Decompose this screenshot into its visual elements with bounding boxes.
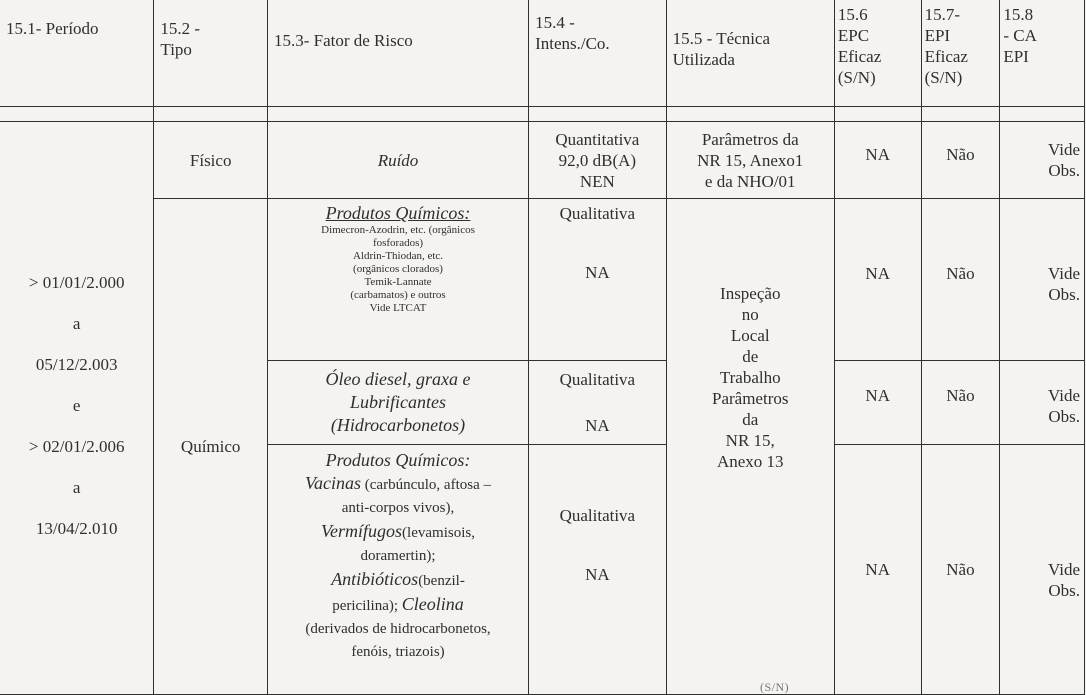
tecnica-cell	[666, 199, 834, 695]
epi-cell: Não	[921, 361, 1000, 445]
tecnica-line: NR 15,	[725, 431, 775, 450]
header-intens	[529, 0, 667, 107]
epi-cell: Não	[921, 445, 1000, 695]
header-epc-line: (S/N)	[837, 68, 876, 87]
fator-cell	[267, 445, 528, 695]
ca-line: Vide	[1047, 386, 1080, 405]
fator-item: (orgânicos clorados)	[353, 263, 443, 275]
intens-line: NA	[585, 565, 610, 584]
fator-cell	[267, 199, 528, 361]
fator-item: Aldrin-Thiodan, etc.	[352, 250, 444, 262]
header-fator-label: 15.3- Fator de Risco	[273, 31, 413, 50]
fator-item-label: Antibióticos	[331, 569, 419, 589]
epc-cell: NA	[834, 122, 921, 199]
ca-line: Obs.	[1048, 407, 1080, 426]
header-epc-line: 15.6	[837, 5, 868, 24]
ca-line: Vide	[1047, 560, 1080, 579]
tecnica-cell	[666, 122, 834, 199]
fator-item-text: (carbúnculo, aftosa –	[361, 477, 491, 493]
fator-item-text: anti-corpos vivos),	[341, 500, 455, 516]
header-tecnica	[666, 0, 834, 107]
header-tecnica-line: Utilizada	[672, 50, 735, 69]
fator-item: (carbamatos) e outros	[350, 289, 446, 301]
tecnica-line: de	[742, 347, 759, 366]
ca-cell	[1000, 445, 1085, 695]
header-tipo	[154, 0, 268, 107]
header-tecnica-line: 15.5 - Técnica	[672, 29, 771, 48]
fator-item-text: fenóis, triazois)	[351, 644, 445, 660]
ca-line: Obs.	[1048, 581, 1080, 600]
intens-line: Quantitativa	[555, 129, 640, 149]
tipo-cell: Químico	[154, 199, 268, 695]
tecnica-line: no	[741, 305, 759, 324]
header-periodo	[0, 0, 154, 107]
intens-line: NA	[585, 416, 610, 435]
header-intens-line: Intens./Co.	[535, 34, 610, 53]
header-fator	[267, 0, 528, 107]
periodo-line: 05/12/2.003	[35, 354, 118, 374]
header-row	[0, 0, 1085, 107]
fator-item-label: Vermífugos	[321, 521, 403, 541]
fator-item-text: (levamisois,	[402, 525, 475, 541]
intens-line: Qualitativa	[559, 370, 636, 389]
tecnica-line: Inspeção	[720, 284, 781, 303]
header-ca	[1000, 0, 1085, 107]
ca-cell	[1000, 199, 1085, 361]
intens-cell	[529, 199, 667, 361]
intens-cell	[529, 122, 667, 199]
fator-item-text: pericilina);	[332, 598, 402, 614]
fator-item: Temik-Lannate	[364, 276, 432, 288]
ca-line: Obs.	[1048, 285, 1080, 304]
ca-line: Vide	[1047, 264, 1080, 283]
intens-line: Qualitativa	[559, 506, 636, 525]
ca-cell	[1000, 361, 1085, 445]
tecnica-line: NR 15, Anexo1	[697, 150, 804, 170]
periodo-line: 13/04/2.010	[35, 518, 118, 538]
epc-cell: NA	[834, 361, 921, 445]
header-epi-line: (S/N)	[924, 68, 963, 87]
header-epi	[921, 0, 1000, 107]
ca-line: Vide	[1047, 140, 1080, 159]
fator-item-text: (benzil-	[418, 573, 465, 589]
spacer-row	[0, 107, 1085, 122]
periodo-line: a	[72, 477, 81, 497]
fator-item: Vide LTCAT	[369, 302, 427, 314]
header-ca-line: EPI	[1003, 47, 1029, 66]
periodo-cell	[0, 122, 154, 695]
tecnica-line: Parâmetros da	[701, 129, 799, 149]
periodo-line: > 02/01/2.006	[28, 436, 125, 456]
epc-cell: NA	[834, 199, 921, 361]
tecnica-line: e da NHO/01	[704, 171, 796, 191]
intens-line: NEN	[579, 171, 615, 191]
fator-item-label: Vacinas	[305, 473, 362, 493]
fator-item: Dimecron-Azodrin, etc. (orgânicos	[321, 224, 475, 236]
ca-cell	[1000, 122, 1085, 199]
periodo-line: e	[72, 395, 81, 415]
header-ca-line: - CA	[1003, 26, 1037, 45]
fator-title: Produtos Químicos:	[325, 450, 471, 470]
table-row	[0, 199, 1085, 361]
tecnica-line: Trabalho	[719, 368, 781, 387]
intens-line: 92,0 dB(A)	[558, 150, 637, 170]
header-epi-line: Eficaz	[924, 47, 968, 66]
fator-cell: Ruído	[267, 122, 528, 199]
header-tipo-line: 15.2 -	[160, 19, 201, 38]
periodo-line: a	[72, 313, 81, 333]
fator-title: Produtos Químicos:	[325, 203, 471, 223]
header-epc	[834, 0, 921, 107]
intens-cell	[529, 361, 667, 445]
fator-item: fosforados)	[372, 237, 424, 249]
tipo-cell: Físico	[154, 122, 268, 199]
tecnica-line: Anexo 13	[716, 452, 784, 471]
fator-item-label: Cleolina	[401, 594, 464, 614]
intens-line: Qualitativa	[559, 204, 636, 223]
epi-cell: Não	[921, 199, 1000, 361]
header-tipo-line: Tipo	[160, 40, 192, 59]
header-ca-line: 15.8	[1003, 5, 1034, 24]
tecnica-line: Local	[730, 326, 770, 345]
header-epc-line: Eficaz	[837, 47, 882, 66]
fator-line: Óleo diesel, graxa e	[325, 369, 471, 389]
header-intens-line: 15.4 -	[535, 13, 575, 32]
fator-line: (Hidrocarbonetos)	[330, 415, 466, 435]
epi-cell: Não	[921, 122, 1000, 199]
footer-note: (S/N)	[760, 680, 790, 694]
fator-cell	[267, 361, 528, 445]
table-row	[0, 122, 1085, 199]
intens-line: NA	[585, 263, 610, 282]
intens-cell	[529, 445, 667, 695]
fator-line: Lubrificantes	[350, 392, 447, 412]
fator-item-text: doramertin);	[360, 548, 436, 564]
tecnica-line: da	[742, 410, 759, 429]
ca-line: Obs.	[1048, 161, 1080, 180]
periodo-line: > 01/01/2.000	[28, 272, 125, 292]
epc-cell: NA	[834, 445, 921, 695]
tecnica-line: Parâmetros	[712, 389, 789, 408]
header-epc-line: EPC	[837, 26, 870, 45]
header-epi-line: 15.7-	[924, 5, 960, 24]
header-periodo-label: 15.1- Período	[6, 19, 99, 38]
header-epi-line: EPI	[924, 26, 951, 45]
fator-item-text: (derivados de hidrocarbonetos,	[305, 621, 491, 637]
